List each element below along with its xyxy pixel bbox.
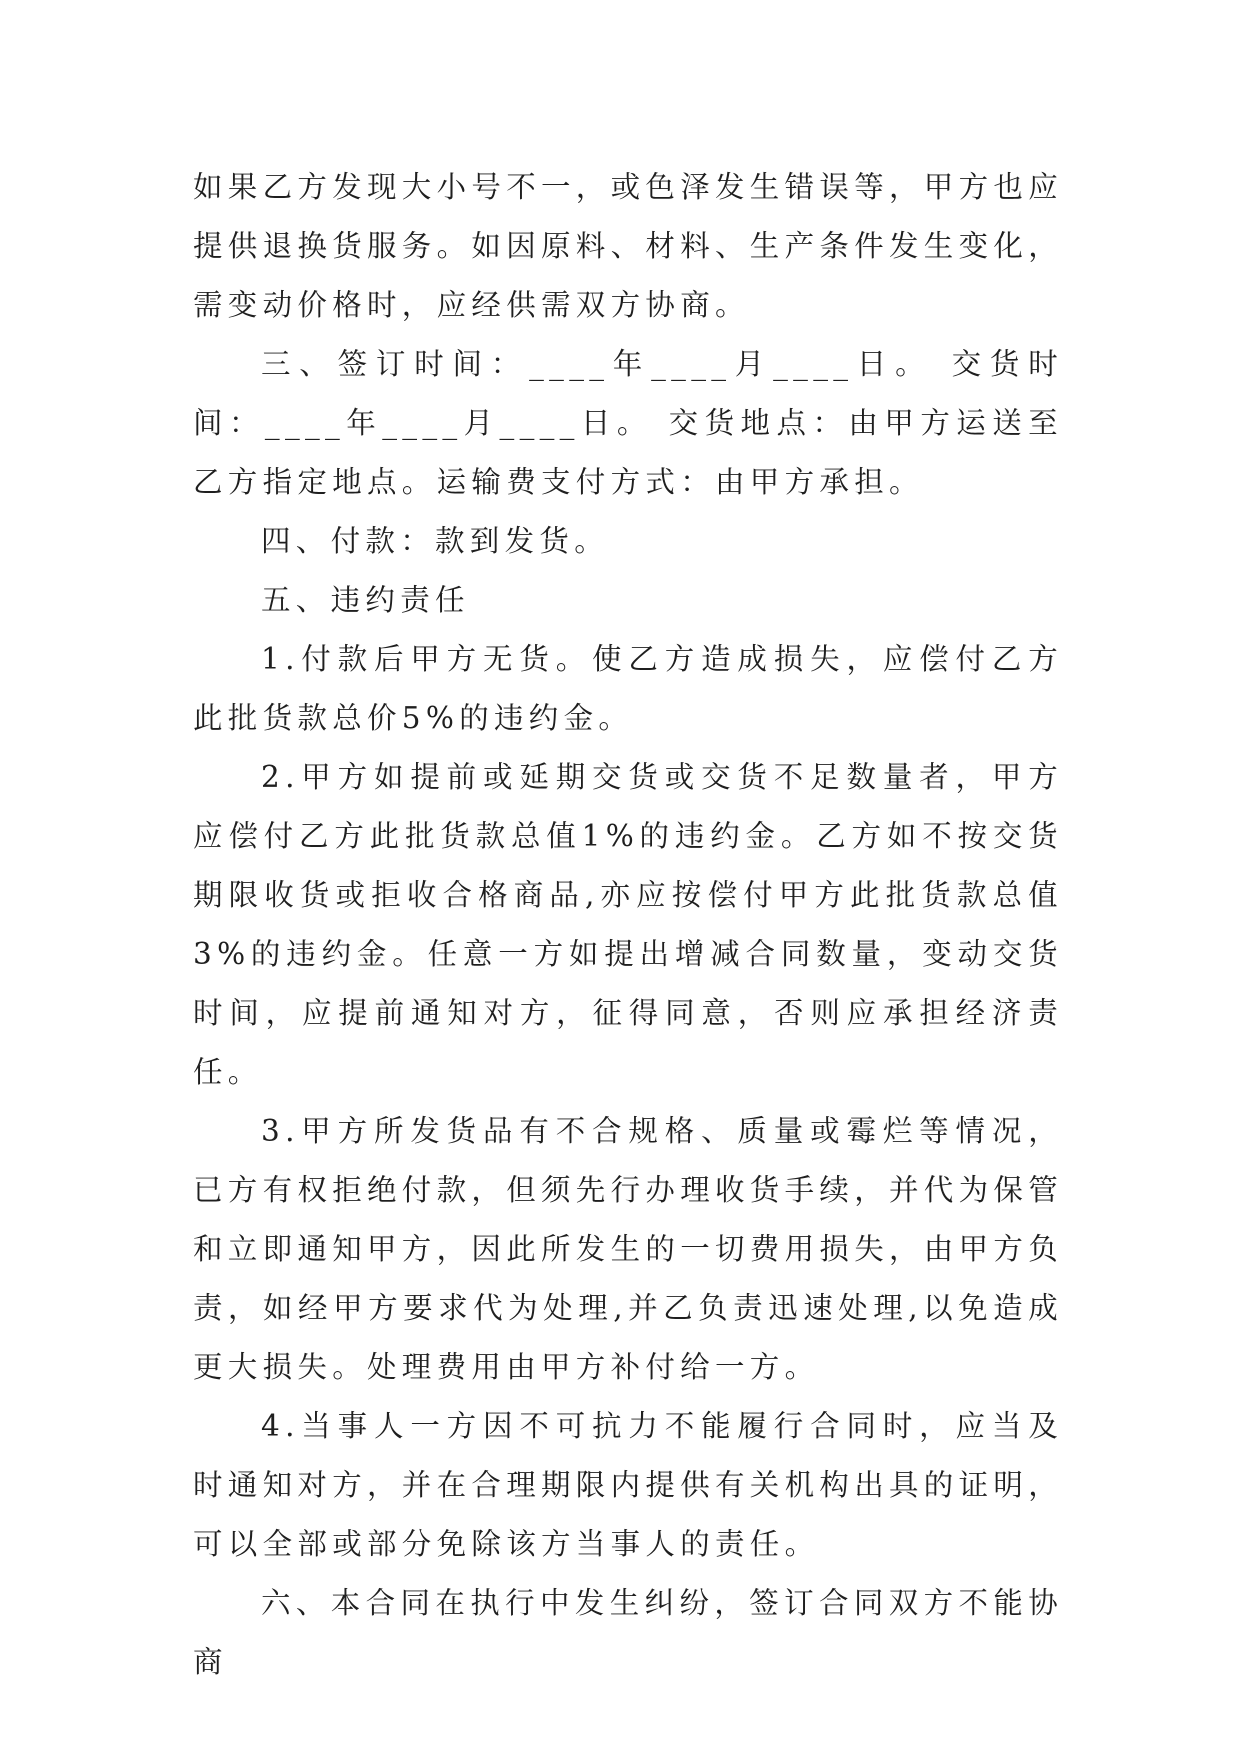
clause-3: 3.甲方所发货品有不合规格、质量或霉烂等情况，已方有权拒绝付款，但须先行办理收货手续，并代为保管和立即通知甲方，因此所发生的一切费用损失，由甲方负责，如经甲方要求代为处理,并乙负责迅速处理,以免造成更大损失。处理费用由甲方补付给一方。 xyxy=(193,1114,1064,1384)
clause-4: 4.当事人一方因不可抗力不能履行合同时，应当及时通知对方，并在合理期限内提供有关机构出具的证明，可以全部或部分免除该方当事人的责任。 xyxy=(193,1409,1064,1561)
paragraph-payment: 四、付款：款到发货。 xyxy=(261,524,610,558)
paragraph-return-policy: 如果乙方发现大小号不一，或色泽发生错误等，甲方也应提供退换货服务。如因原料、材料、生产条件发生变化，需变动价格时，应经供需双方协商。 xyxy=(193,170,1064,322)
document-body xyxy=(193,158,1063,1692)
clause-1: 1.付款后甲方无货。使乙方造成损失，应偿付乙方此批货款总价5%的违约金。 xyxy=(193,642,1063,735)
paragraph-dispute: 六、本合同在执行中发生纠纷，签订合同双方不能协商 xyxy=(193,1586,1063,1679)
heading-breach-liability: 五、违约责任 xyxy=(261,583,470,617)
paragraph-signing-delivery: 三、签订时间：____年____月____日。 交货时间：____年____月____日。 交货地点：由甲方运送至乙方指定地点。运输费支付方式：由甲方承担。 xyxy=(193,347,1063,499)
clause-2: 2.甲方如提前或延期交货或交货不足数量者，甲方应偿付乙方此批货款总值1%的违约金。乙方如不按交货期限收货或拒收合格商品,亦应按偿付甲方此批货款总值3%的违约金。任意一方如提出增减合同数量，变动交货时间，应提前通知对方，征得同意，否则应承担经济责任。 xyxy=(193,760,1063,1089)
